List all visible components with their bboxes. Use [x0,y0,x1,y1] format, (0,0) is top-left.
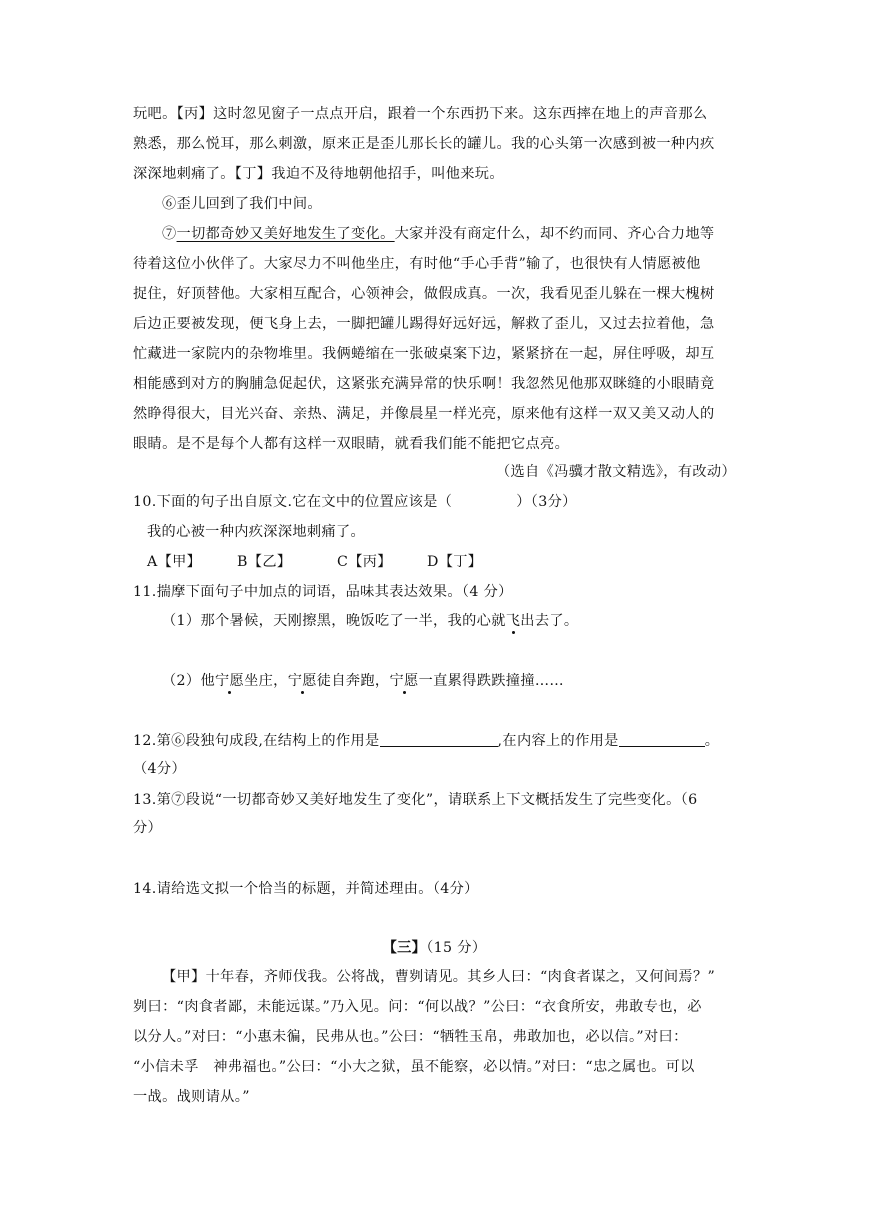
passage-line: 待着这位小伙伴了。大家尽力不叫他坐庄，有时他“手心手背”输了，也很快有人情愿被他 [133,256,701,272]
paragraph-7-first-line [162,224,738,244]
classical-text-line: “小信未孚 神弗福也。”公曰：“小大之狱，虽不能察，必以情。”对曰：“忠之属也。可以 [133,1059,695,1075]
option-b[interactable]: B【乙】 [237,554,292,570]
q10-stem-part: 10.下面的句子出自原文.它在文中的位置应该是（ [133,494,453,510]
question-13-line: 分） [133,820,163,836]
answer-blank-content[interactable] [619,731,705,747]
classical-text-line: 一战。战则请从。” [133,1089,250,1105]
question-11-stem: 11.揣摩下面句子中加点的词语，品味其表达效果。（4 分） [133,584,513,600]
question-11-sentence-2 [162,671,738,691]
sentence-text: （1）那个暑候，天刚擦黑，晚饭吃了一半，我的心就 [162,613,506,629]
section-title-bold: 【三】 [382,940,427,956]
passage-line: 忙藏进一家院内的杂物堆里。我俩蜷缩在一张破桌案下边，紧紧挤在一起，屏住呼吸，却互 [133,346,715,362]
sentence-text: 出去了。 [520,613,579,629]
question-11-sentence-1 [162,611,738,631]
classical-text-line: 刿曰：“肉食者鄙，未能远谋。”乃入见。问：“何以战？”公曰：“衣食所安，弗敢专也，必 [133,999,702,1015]
section-score: （15 分） [426,940,487,956]
source-citation: （选自《冯骥才散文精选》，有改动） [495,464,736,480]
question-10-sentence: 我的心被一种内疚深深地刺痛了。 [147,524,366,540]
option-c[interactable]: C【丙】 [337,554,392,570]
classical-text-line [162,967,738,987]
paragraph-6: ⑥歪儿回到了我们中间。 [162,196,322,212]
passage-line: 熟悉，那么悦耳，那么刺激，原来正是歪儿那长长的罐儿。我的心头第一次感到被一种内疚 [133,136,715,152]
passage-line: 相能感到对方的胸脯急促起伏，这紧张充满异常的快乐啊！我忽然见他那双眯缝的小眼睛竟 [133,376,715,392]
question-12-score: （4分） [133,761,186,777]
dotted-word: 宁愿 [389,673,419,689]
question-14: 14.请给选文拟一个恰当的标题，并简述理由。（4分） [133,881,479,897]
passage-line: 捉住，好顶替他。大家相互配合，心领神会，做假成真。一次，我看见歪儿躲在一棵大槐树 [133,286,715,302]
sentence-text: 坐庄， [244,673,288,689]
option-d[interactable]: D【丁】 [427,554,483,570]
answer-blank-structure[interactable] [380,731,498,747]
sentence-text: 徒自奔跑， [316,673,390,689]
dotted-word: 飞 [505,613,521,629]
question-10-options [147,552,752,572]
passage-line: 然睁得很大，目光兴奋、亲热、满足，并像晨星一样光亮，原来他有这样一双又美又动人的 [133,406,715,422]
option-a[interactable]: A【甲】 [147,554,202,570]
passage-line: 深深地刺痛了。【丁】我迫不及待地朝他招手，叫他来玩。 [133,166,504,182]
dotted-word: 宁愿 [215,673,245,689]
section-3-title [0,938,869,958]
passage-line: 后边正要被发现，便飞身上去，一脚把罐儿踢得好远好远，解救了歪儿，又过去拉着他，急 [133,316,715,332]
classical-text-line: 以分人。”对曰：“小惠未徧，民弗从也。”公曰：“牺牲玉帛，弗敢加也，必以信。”对曰： [133,1029,688,1045]
question-13-line: 13.第⑦段说“一切都奇妙又美好地发生了变化”，请联系上下文概括发生了完些变化。（6 [133,792,698,808]
passage-line: 玩吧。【丙】这时忽见窗子一点点开启，跟着一个东西扔下来。这东西摔在地上的声音那么 [133,106,708,122]
q12-text: ,在内容上的作用是 [497,733,619,749]
underlined-sentence: 一切都奇妙又美好地发生了变化。 [176,226,395,242]
sentence-text: （2）他 [162,673,215,689]
dotted-word: 宁愿 [287,673,317,689]
paragraph-7-rest: 大家并没有商定什么，却不约而同、齐心合力地等 [394,226,715,242]
q10-stem-part: ）（3分） [516,494,577,510]
question-10-stem [133,492,738,512]
classical-text-content: 【甲】十年春，齐师伐我。公将战，曹刿请见。其乡人曰：“肉食者谋之，又何间焉？” [162,969,716,985]
sentence-text: 一直累得跌跌撞撞…… [418,673,564,689]
q12-text: 。 [704,733,720,749]
paragraph-number: ⑦ [162,226,177,242]
passage-line: 眼睛。是不是每个人都有这样一双眼睛，就看我们能不能把它点亮。 [133,436,570,452]
question-12 [133,731,738,751]
q12-text: 12.第⑥段独句成段,在结构上的作用是 [133,733,380,749]
